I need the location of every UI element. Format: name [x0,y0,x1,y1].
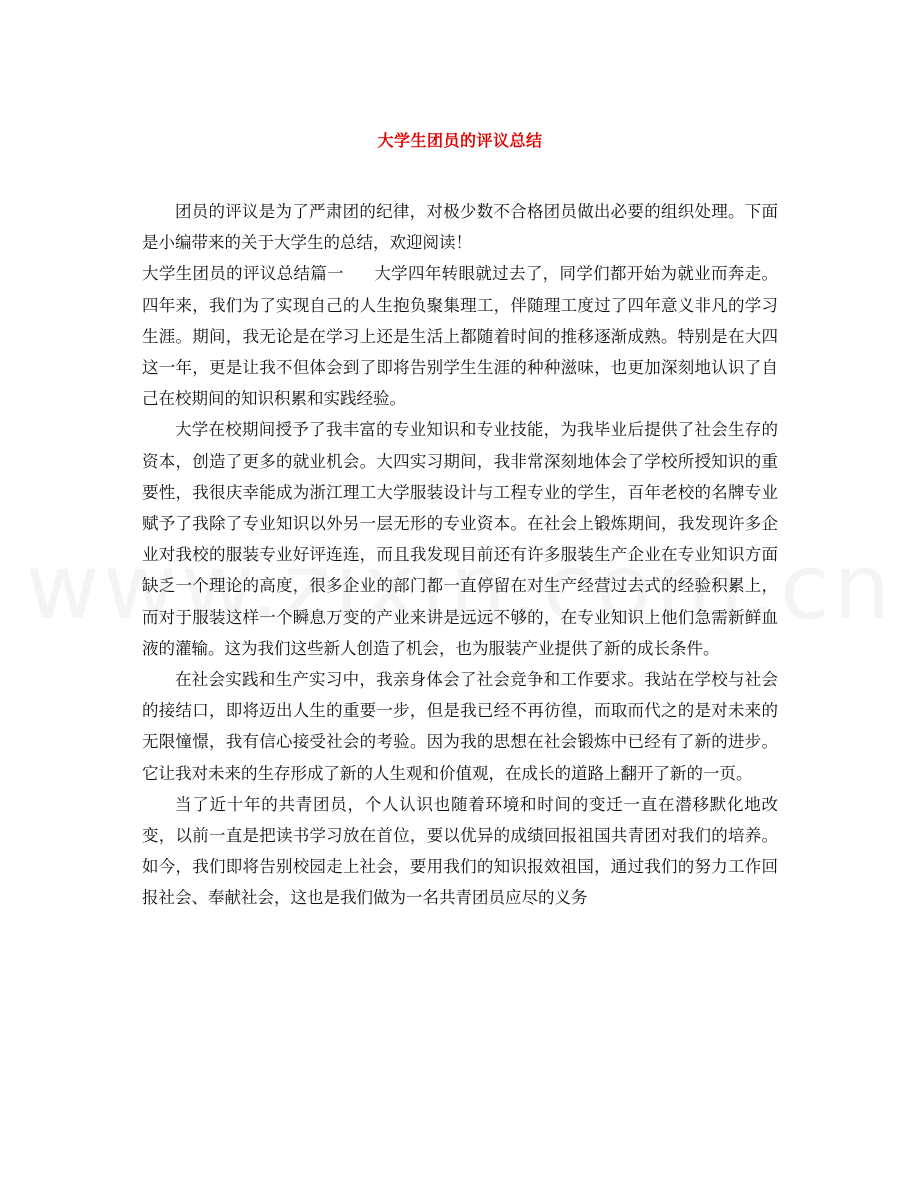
section-heading: 大学生团员的评议总结篇一 [142,264,344,284]
paragraph-4: 当了近十年的共青团员，个人认识也随着环境和时间的变迁一直在潜移默化地改变，以前一直是把读书学习放在首位，要以优异的成绩回报祖国共青团对我们的培养。如今，我们即将告别校园走上社会，要用我们的知识报效祖国，通过我们的努力工作回报社会、奉献社会，这也是我们做为一名共青团员应尽的义务 [142,794,778,908]
paragraph-3: 在社会实践和生产实习中，我亲身体会了社会竞争和工作要求。我站在学校与社会的接结口，即将迈出人生的重要一步，但是我已经不再彷徨，而取而代之的是对未来的无限憧憬，我有信心接受社会的考验。因为我的思想在社会锻炼中已经有了新的进步。它让我对未来的生存形成了新的人生观和价值观，在成长的道路上翻开了新的一页。 [142,670,778,783]
paragraph-2: 大学在校期间授予了我丰富的专业知识和专业技能，为我毕业后提供了社会生存的资本，创造了更多的就业机会。大四实习期间，我非常深刻地体会了学校所授知识的重要性，我很庆幸能成为浙江理工大学服装设计与工程专业的学生，百年老校的名牌专业赋予了我除了专业知识以外另一层无形的专业资本。在社会上锻炼期间，我发现许多企业对我校的服装专业好评连连，而且我发现目前还有许多服装生产企业在专业知识方面缺乏一个理论的高度，很多企业的部门都一直停留在对生产经营过去式的经验积累上，而对于服装这样一个瞬息万变的产业来讲是远远不够的，在专业知识上他们急需新鲜血液的灌输。这为我们这些新人创造了机会，也为服装产业提供了新的成长条件。 [142,420,778,658]
intro-paragraph: 团员的评议是为了严肃团的纪律，对极少数不合格团员做出必要的组织处理。下面是小编带来的关于大学生的总结，欢迎阅读！ [142,202,778,253]
document-body [142,196,778,914]
section-paragraph [142,258,778,414]
page-title: 大学生团员的评议总结 [377,131,543,150]
paragraph-1: 大学四年转眼就过去了，同学们都开始为就业而奔走。四年来，我们为了实现自己的人生抱负聚集理工，伴随理工度过了四年意义非凡的学习生涯。期间，我无论是在学习上还是生活上都随着时间的推移逐渐成熟。特别是在大四这一年，更是让我不但体会到了即将告别学生生涯的种种滋味，也更加深刻地认识了自己在校期间的知识积累和实践经验。 [142,264,779,409]
